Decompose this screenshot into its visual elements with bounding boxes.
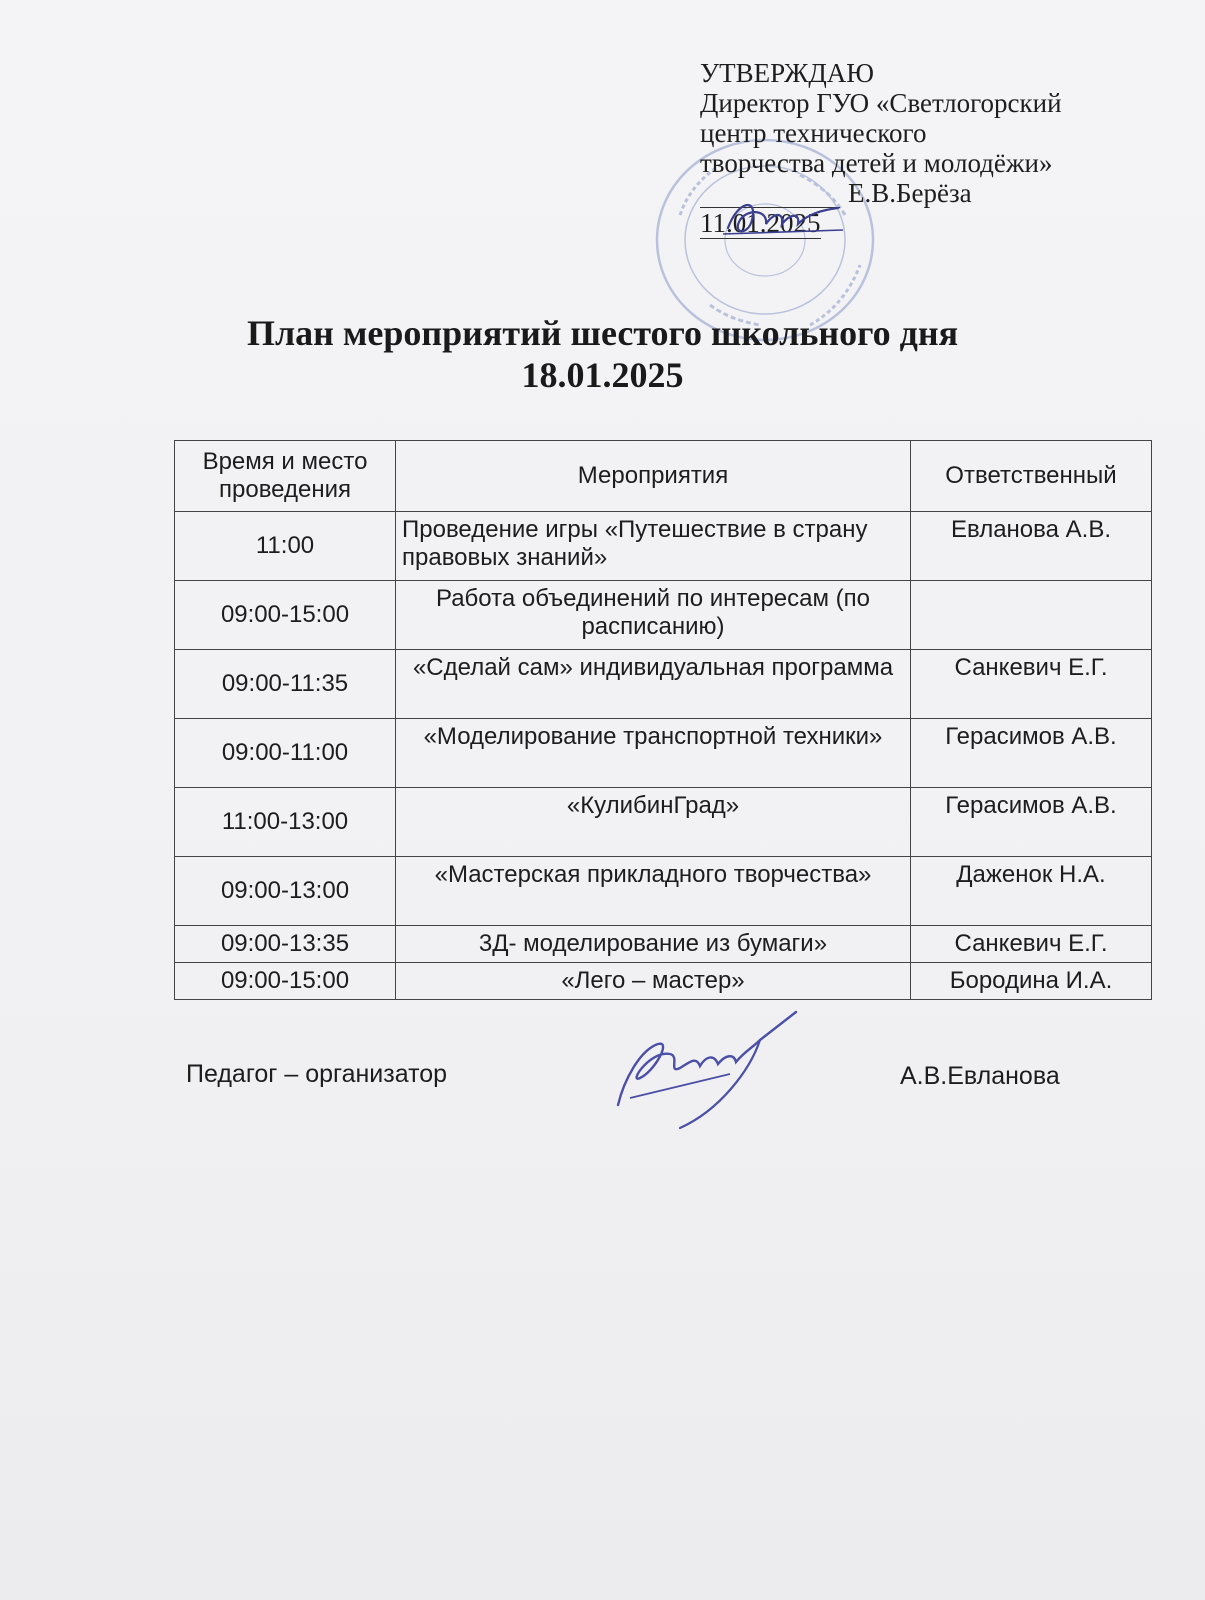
table-row xyxy=(175,857,1152,926)
approval-date: 11.01.2025 xyxy=(700,208,821,238)
table-row xyxy=(175,512,1152,581)
cell-event: «Мастерская прикладного творчества» xyxy=(396,857,911,926)
table-row xyxy=(175,963,1152,1000)
table-row xyxy=(175,581,1152,650)
cell-event: «Моделирование транспортной техники» xyxy=(396,719,911,788)
cell-time: 09:00-11:35 xyxy=(175,650,396,719)
cell-responsible: Евланова А.В. xyxy=(911,512,1152,581)
page-title xyxy=(0,312,1205,396)
cell-event: «Сделай сам» индивидуальная программа xyxy=(396,650,911,719)
table-row xyxy=(175,926,1152,963)
cell-event: Работа объединений по интересам (по расписанию) xyxy=(396,581,911,650)
title-date: 18.01.2025 xyxy=(521,355,684,395)
cell-responsible: Санкевич Е.Г. xyxy=(911,926,1152,963)
approval-signer: Е.В.Берёза xyxy=(848,178,972,208)
cell-time: 09:00-13:35 xyxy=(175,926,396,963)
approval-heading: УТВЕРЖДАЮ xyxy=(700,58,875,88)
cell-event: Проведение игры «Путешествие в страну правовых знаний» xyxy=(396,512,911,581)
cell-time: 09:00-15:00 xyxy=(175,963,396,1000)
header-responsible: Ответственный xyxy=(911,441,1152,512)
cell-time: 09:00-13:00 xyxy=(175,857,396,926)
cell-time: 11:00 xyxy=(175,512,396,581)
cell-time: 09:00-15:00 xyxy=(175,581,396,650)
cell-responsible: Санкевич Е.Г. xyxy=(911,650,1152,719)
approval-line-2: центр технического xyxy=(700,118,927,148)
events-table xyxy=(174,440,1152,1000)
header-events: Мероприятия xyxy=(396,441,911,512)
cell-responsible: Герасимов А.В. xyxy=(911,719,1152,788)
cell-responsible: Бородина И.А. xyxy=(911,963,1152,1000)
cell-event: «Лего – мастер» xyxy=(396,963,911,1000)
footer-name: А.В.Евланова xyxy=(900,1062,1060,1090)
header-time: Время и место проведения xyxy=(175,441,396,512)
table-row xyxy=(175,650,1152,719)
organizer-signature xyxy=(610,1010,820,1130)
table-row xyxy=(175,788,1152,857)
cell-time: 09:00-11:00 xyxy=(175,719,396,788)
approval-line-1: Директор ГУО «Светлогорский xyxy=(700,88,1062,118)
table-row xyxy=(175,719,1152,788)
cell-responsible: Даженок Н.А. xyxy=(911,857,1152,926)
approval-line-3: творчества детей и молодёжи» xyxy=(700,148,1053,178)
title-line-1: План мероприятий шестого школьного дня xyxy=(246,313,959,353)
director-signature xyxy=(718,190,848,250)
cell-event: «КулибинГрад» xyxy=(396,788,911,857)
cell-time: 11:00-13:00 xyxy=(175,788,396,857)
cell-event: 3Д- моделирование из бумаги» xyxy=(396,926,911,963)
cell-responsible xyxy=(911,581,1152,650)
cell-responsible: Герасимов А.В. xyxy=(911,788,1152,857)
table-header-row xyxy=(175,441,1152,512)
footer-role: Педагог – организатор xyxy=(186,1060,448,1088)
